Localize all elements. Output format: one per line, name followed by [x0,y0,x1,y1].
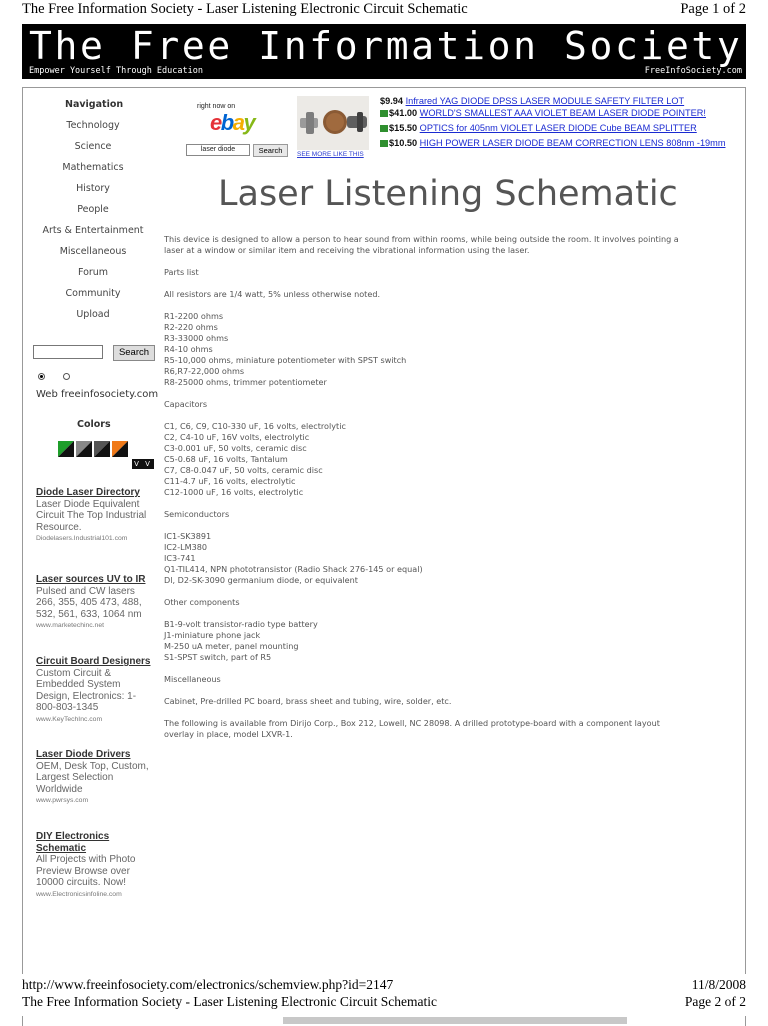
color-swatch-dark[interactable] [94,441,110,457]
ad-url[interactable]: www.marketechinc.net [36,622,104,629]
nav-heading: Navigation [65,99,124,110]
section-heading-other-components: Other components [164,597,240,607]
ad-text: Laser Diode Equivalent Circuit The Top Industrial Resource. [36,498,147,533]
color-swatch-green[interactable] [58,441,74,457]
ebay-search-button[interactable]: Search [253,144,288,157]
ebay-logo-letter: b [220,110,233,135]
next-page-banner-edge [283,1017,627,1024]
site-title[interactable]: The Free Information Society [29,24,743,68]
site-search-button[interactable]: Search [113,345,155,361]
capacitor-list: C1, C6, C9, C10-330 uF, 16 volts, electrolytic C2, C4-10 uF, 16V volts, electrolytic C3-0.001 uF, 50 volts, ceramic disc C5-0.68 uF, 16 volts, Tantalum C7, C8-0.047 uF, 50 volts, ceramic disc C11-4.7 uF, 16 volts, electrolytic C12-1000 uF, 16 volts, electrolytic [164,421,346,497]
color-swatch-orange[interactable] [112,441,128,457]
semiconductor-list: IC1-SK3891 IC2-LM380 IC3-741 Q1-TIL414, NPN phototransistor (Radio Shack 276-145 or equal) Dl, D2-SK-3090 germanium diode, or equivalent [164,531,423,585]
resistor-note: All resistors are 1/4 watt, 5% unless otherwise noted. [164,289,381,299]
nav-item-miscellaneous[interactable]: Miscellaneous [59,246,127,257]
ad-title[interactable]: Laser sources UV to IR [36,574,146,585]
listing-title[interactable]: HIGH POWER LASER DIODE BEAM CORRECTION LENS 808nm -19mm [419,138,726,148]
ad-title[interactable]: Laser Diode Drivers [36,749,131,760]
print-header-title: The Free Information Society - Laser Listening Electronic Circuit Schematic [22,1,468,17]
listing-price: $9.94 [380,96,403,106]
ebay-logo-letter: e [210,110,221,135]
ebay-logo[interactable] [210,110,254,136]
sidebar-ad[interactable] [36,574,152,631]
listing-price: $41.00 [389,108,418,118]
print-header-page: Page 1 of 2 [680,1,746,17]
miscellaneous-list: Cabinet, Pre-drilled PC board, brass sheet and tubing, wire, solder, etc. [164,696,452,706]
nav-item-technology[interactable]: Technology [66,120,120,131]
site-tagline: Empower Yourself Through Education [29,66,203,76]
print-footer-date: 11/8/2008 [691,977,746,992]
ad-url[interactable]: www.pwrsys.com [36,797,89,804]
ebay-right-now-label: right now on [197,103,236,110]
site-url[interactable]: FreeInfoSociety.com [644,66,742,76]
search-scope-radio-web[interactable] [38,373,45,380]
print-header-title-2: The Free Information Society - Laser Listening Electronic Circuit Schematic [22,994,437,1009]
nav-item-arts-entertainment[interactable]: Arts & Entertainment [42,225,144,236]
site-banner[interactable] [22,24,746,79]
nav-item-science[interactable]: Science [74,141,112,152]
nav-item-community[interactable]: Community [65,288,121,299]
colors-heading: Colors [77,419,111,430]
page-title: Laser Listening Schematic [218,174,678,214]
listing-item[interactable] [380,123,697,134]
listing-title[interactable]: OPTICS for 405nm VIOLET LASER DIODE Cube BEAM SPLITTER [419,123,697,133]
section-heading-capacitors: Capacitors [164,399,208,409]
availability-note: The following is available from Dirijo Corp., Box 212, Lowell, NC 28098. A drilled prototype-board with a component layout overlay in place, model LXVR-1. [164,718,660,739]
laser-product-icon [297,96,369,150]
intro-paragraph: This device is designed to allow a person to hear sound from within rooms, while being outside the room. It involves pointing a laser at a window or similar item and receiving the vibrational information using the laser. [164,234,679,255]
ad-url[interactable]: www.KeyTechInc.com [36,715,103,723]
listing-item[interactable] [380,108,706,119]
ad-title[interactable]: Diode Laser Directory [36,487,140,498]
color-swatch-gray[interactable] [76,441,92,457]
product-image[interactable] [297,96,369,150]
buy-it-now-icon [380,140,388,147]
nav-item-forum[interactable]: Forum [77,267,109,278]
nav-item-upload[interactable]: Upload [76,309,110,320]
listing-item[interactable] [380,96,684,107]
ad-text: Custom Circuit & Embedded System Design, Electronics: 1-800-803-1345 [36,667,137,713]
listing-title[interactable]: Infrared YAG DIODE DPSS LASER MODULE SAFETY FILTER LOT [405,96,685,106]
ad-title[interactable]: Circuit Board Designers [36,656,151,667]
print-footer-url: http://www.freeinfosociety.com/electronics/schemview.php?id=2147 [22,977,394,992]
other-components-list: B1-9-volt transistor-radio type battery J1-miniature phone jack M-250 uA meter, panel mounting S1-SPST switch, part of R5 [164,619,318,662]
ad-text: All Projects with Photo Preview Browse over 10000 circuits. Now! [36,854,136,888]
ebay-logo-letter: a [232,110,244,135]
listing-price: $10.50 [389,138,418,148]
buy-it-now-icon [380,110,388,117]
search-scope-radio-site[interactable] [63,373,70,380]
see-more-link[interactable]: SEE MORE LIKE THIS [297,151,364,158]
ad-url[interactable]: Diodelasers.Industrial101.com [36,535,128,542]
resistor-list: R1-2200 ohms R2-220 ohms R3-33000 ohms R4-10 ohms R5-10,000 ohms, miniature potentiometer with SPST switch R6,R7-22,000 ohms R8-25000 ohms, trimmer potentiometer [164,311,407,387]
print-header-page-2: Page 2 of 2 [684,994,746,1009]
ebay-logo-letter: y [243,110,255,135]
sidebar-ad[interactable] [36,487,152,544]
color-swatch-orange-icon [112,441,128,457]
nav-item-history[interactable]: History [76,183,110,194]
listing-item[interactable] [380,138,725,149]
section-heading-semiconductors: Semiconductors [164,509,230,519]
nav-item-people[interactable]: People [77,204,109,215]
color-option-vv[interactable]: V V [132,459,154,469]
ebay-widget [180,94,290,158]
buy-it-now-icon [380,125,388,132]
section-heading-parts-list: Parts list [164,267,199,277]
color-swatch-dark-icon [94,441,110,457]
ad-text: OEM, Desk Top, Custom, Largest Selection Worldwide [36,760,149,795]
color-swatch-green-icon [58,441,74,457]
ad-text: Pulsed and CW lasers 266, 355, 405 473, 488, 532, 561, 633, 1064 nm [36,585,142,620]
section-heading-miscellaneous: Miscellaneous [164,674,221,684]
color-swatch-gray-icon [76,441,92,457]
nav-item-mathematics[interactable]: Mathematics [62,162,124,173]
listing-price: $15.50 [389,123,418,133]
sidebar-ad[interactable] [36,831,152,900]
sidebar-ad[interactable] [36,749,152,806]
ad-title[interactable]: DIY Electronics Schematic [36,831,110,854]
ad-url[interactable]: www.Electronicsinfoline.com [36,890,122,898]
search-scope-label: Web freeinfosociety.com [36,389,159,400]
ebay-search-input[interactable]: laser diode [186,144,250,156]
listing-title[interactable]: WORLD'S SMALLEST AAA VIOLET BEAM LASER DIODE POINTER! [419,108,706,118]
article-body [164,234,746,751]
site-search-input[interactable] [33,345,103,359]
sidebar-ad[interactable] [36,656,152,725]
